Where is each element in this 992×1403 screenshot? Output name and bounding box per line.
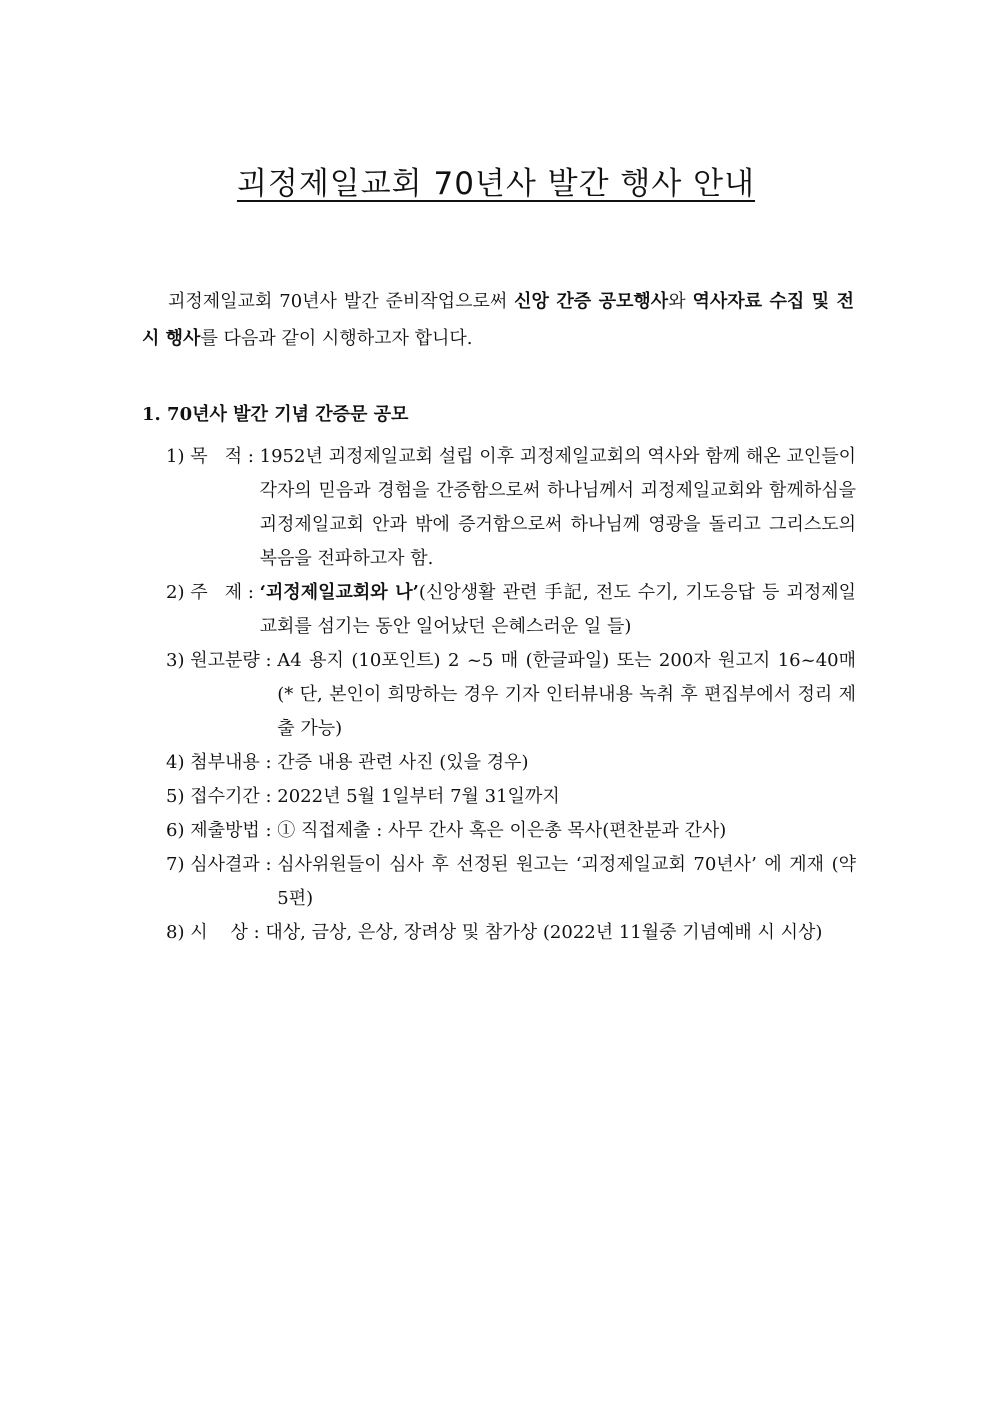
item-label: 8) 시 상 : xyxy=(166,922,266,943)
item-period xyxy=(166,780,856,814)
item-text: ① 직접제출 : 사무 간사 혹은 이은총 목사(편찬분과 간사) xyxy=(277,820,727,841)
item-label: 2) 주 제 : xyxy=(166,582,260,603)
item-label: 6) 제출방법 : xyxy=(166,820,278,841)
item-result xyxy=(166,848,856,916)
item-text: (신앙생활 관련 手記, 전도 수기, 기도응답 등 괴정제일교회를 섬기는 동안 일어났던 은혜스러운 일 들) xyxy=(259,582,857,637)
item-label: 5) 접수기간 : xyxy=(166,786,278,807)
intro-bold-event-1: 신앙 간증 공모행사 xyxy=(514,291,669,312)
document-title xyxy=(0,158,992,203)
item-label: 1) 목 적 : xyxy=(166,446,260,467)
section-1-heading: 1. 70년사 발간 기념 간증문 공모 xyxy=(142,404,409,425)
intro-text-1: 괴정제일교회 70년사 발간 준비작업으로써 xyxy=(168,291,515,312)
item-theme xyxy=(166,576,856,644)
intro-bold-event-2: 역사자료 수집 및 전시 행사 xyxy=(142,291,854,349)
item-text: A4 용지 (10포인트) 2 ~5 매 (한글파일) 또는 200자 원고지 16~40매 (* 단, 본인이 희망하는 경우 기자 인터뷰내용 녹취 후 편집부에서 정리 제출 가능) xyxy=(277,650,856,739)
section-1-items xyxy=(166,440,856,950)
intro-paragraph xyxy=(142,283,854,357)
item-text: 1952년 괴정제일교회 설립 이후 괴정제일교회의 역사와 함께 해온 교인들이 각자의 믿음과 경험을 간증함으로써 하나님께서 괴정제일교회와 함께하심을 괴정제일교회 안과 밖에 증거함으로써 하나님께 영광을 돌리고 그리스도의 복음을 전파하고자 함. xyxy=(259,446,856,569)
item-award xyxy=(166,916,856,950)
item-submission xyxy=(166,814,856,848)
item-length xyxy=(166,644,856,746)
intro-text-2: 와 xyxy=(668,291,693,312)
item-theme-bold: ‘괴정제일교회와 나’ xyxy=(259,582,419,603)
item-text-wrapper xyxy=(260,576,856,644)
item-text: 간증 내용 관련 사진 (있을 경우) xyxy=(277,752,529,773)
item-label: 4) 첨부내용 : xyxy=(166,752,278,773)
document-title-text: 괴정제일교회 70년사 발간 행사 안내 xyxy=(236,166,756,202)
item-text: 대상, 금상, 은상, 장려상 및 참가상 (2022년 11월중 기념예배 시 시상) xyxy=(265,922,823,943)
item-purpose xyxy=(166,440,856,576)
item-attachment xyxy=(166,746,856,780)
item-label: 7) 심사결과 : xyxy=(166,854,278,875)
item-text: 심사위원들이 심사 후 선정된 원고는 ‘괴정제일교회 70년사’ 에 게재 (약 5편) xyxy=(277,854,856,909)
intro-text-3: 를 다음과 같이 시행하고자 합니다. xyxy=(200,328,473,349)
item-text: 2022년 5월 1일부터 7월 31일까지 xyxy=(277,786,560,807)
item-label: 3) 원고분량 : xyxy=(166,650,278,671)
